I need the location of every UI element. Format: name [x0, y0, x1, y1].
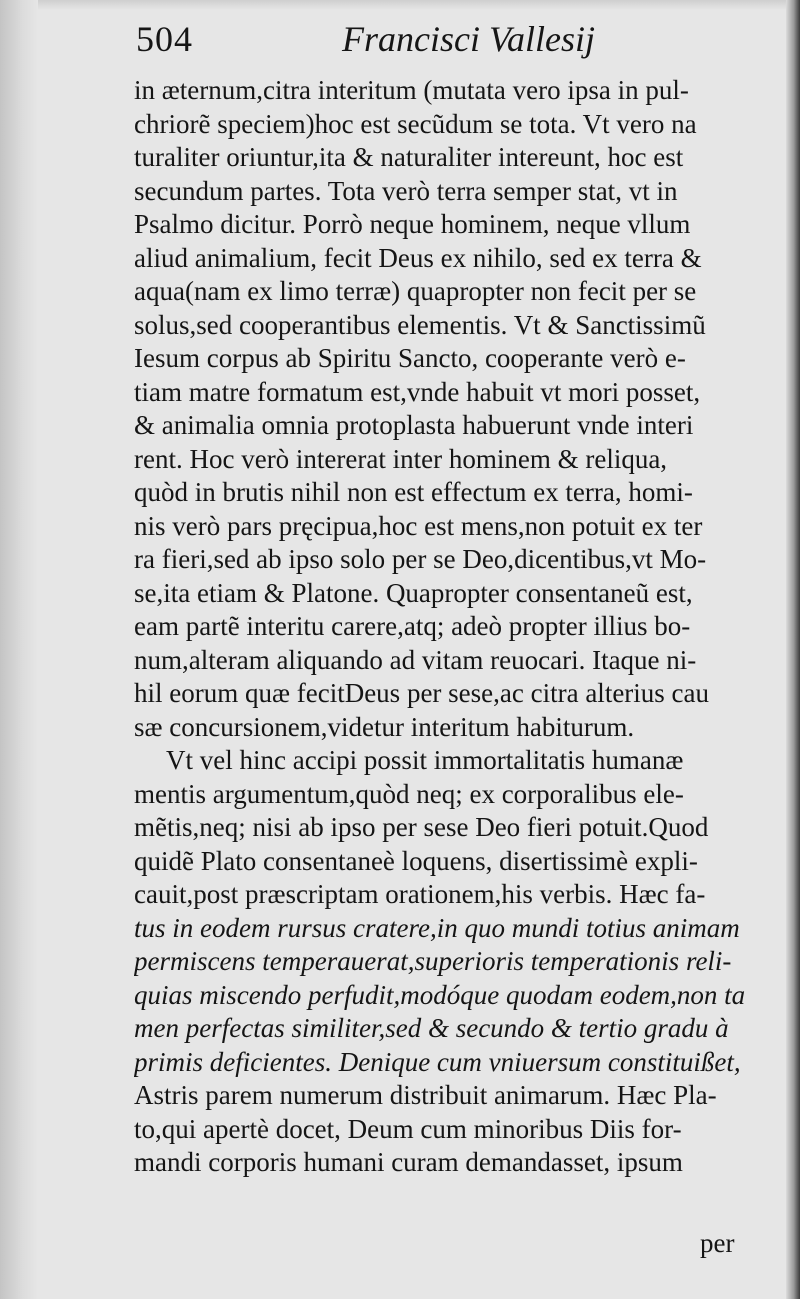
text-line: secundum partes. Tota verò terra semper stat, vt in	[134, 175, 678, 206]
text-line: to,qui apertè docet, Deum cum minoribus Diis for-	[134, 1113, 682, 1144]
text-line: hil eorum quæ fecitDeus per sese,ac citra alterius cau	[134, 678, 710, 708]
paragraph-first-line: Vt vel hinc accipi possit immortalitatis humanæ	[166, 745, 684, 775]
page-header	[136, 14, 606, 66]
text-line: ra fieri,sed ab ipso solo per se Deo,dicentibus,vt Mo-	[134, 544, 707, 574]
text-line: num,alteram aliquando ad vitam reuocari. Itaque ni-	[134, 644, 697, 675]
running-head: Francisci Vallesij	[342, 19, 595, 59]
text-line: in æternum,citra interitum (mutata vero ipsa in pul-	[134, 75, 689, 105]
text-line: eam partẽ interitu carere,atq; adeò propter illius bo-	[134, 611, 691, 641]
text-line: chriorẽ speciem)hoc est secũdum se tota. Vt vero na	[134, 108, 697, 139]
text-line: turaliter oriuntur,ita & naturaliter intereunt, hoc est	[134, 142, 684, 172]
text-line: se,ita etiam & Platone. Quapropter consentaneũ est,	[134, 577, 693, 608]
page-top-shadow	[0, 0, 800, 10]
quotation-line: men perfectas similiter,sed & secundo & tertio gradu à	[134, 1013, 729, 1043]
page-right-edge	[786, 0, 800, 1299]
page-gutter-shadow	[0, 0, 38, 1299]
quotation-line: quias miscendo perfudit,modóque quodam eodem,non ta	[134, 979, 746, 1010]
text-line: nis verò pars pręcipua,hoc est mens,non potuit ex ter	[134, 510, 703, 541]
text-line: aqua(nam ex limo terræ) quapropter non fecit per se	[134, 276, 697, 306]
text-line: sæ concursionem,videtur interitum habiturum.	[134, 711, 635, 742]
text-line: quidẽ Plato consentaneè loquens, disertissimè expli-	[134, 845, 698, 876]
text-line: mentis argumentum,quòd neq; ex corporalibus ele-	[134, 778, 684, 809]
body-text	[134, 74, 764, 1180]
quotation-line: permiscens temperauerat,superioris temperationis reli-	[134, 946, 732, 976]
text-line: quòd in brutis nihil non est effectum ex terra, homi-	[134, 477, 693, 507]
text-line: Iesum corpus ab Spiritu Sancto, cooperante verò e-	[134, 343, 686, 373]
text-line: Astris parem numerum distribuit animarum. Hæc Pla-	[134, 1080, 717, 1110]
text-line: rent. Hoc verò intererat inter hominem & reliqua,	[134, 443, 668, 474]
text-line: aliud animalium, fecit Deus ex nihilo, sed ex terra &	[134, 242, 702, 273]
text-line: Psalmo dicitur. Porrò neque hominem, neque vllum	[134, 209, 691, 239]
text-line: mandi corporis humani curam demandasset, ipsum	[134, 1147, 683, 1177]
quotation-line: primis deficientes. Denique cum vniuersum constituißet,	[134, 1046, 741, 1077]
text-line: mẽtis,neq; nisi ab ipso per sese Deo fieri potuit.Quod	[134, 812, 709, 842]
text-line: & animalia omnia protoplasta habuerunt vnde interi	[134, 410, 694, 440]
page-number: 504	[136, 19, 193, 59]
text-line: solus,sed cooperantibus elementis. Vt & Sanctissimũ	[134, 309, 706, 340]
text-line: cauit,post præscriptam orationem,his verbis. Hæc fa-	[134, 879, 706, 909]
quotation-line: tus in eodem rursus cratere,in quo mundi totius animam	[134, 912, 740, 943]
text-line: tiam matre formatum est,vnde habuit vt mori posset,	[134, 376, 701, 407]
catchword: per	[700, 1228, 735, 1258]
